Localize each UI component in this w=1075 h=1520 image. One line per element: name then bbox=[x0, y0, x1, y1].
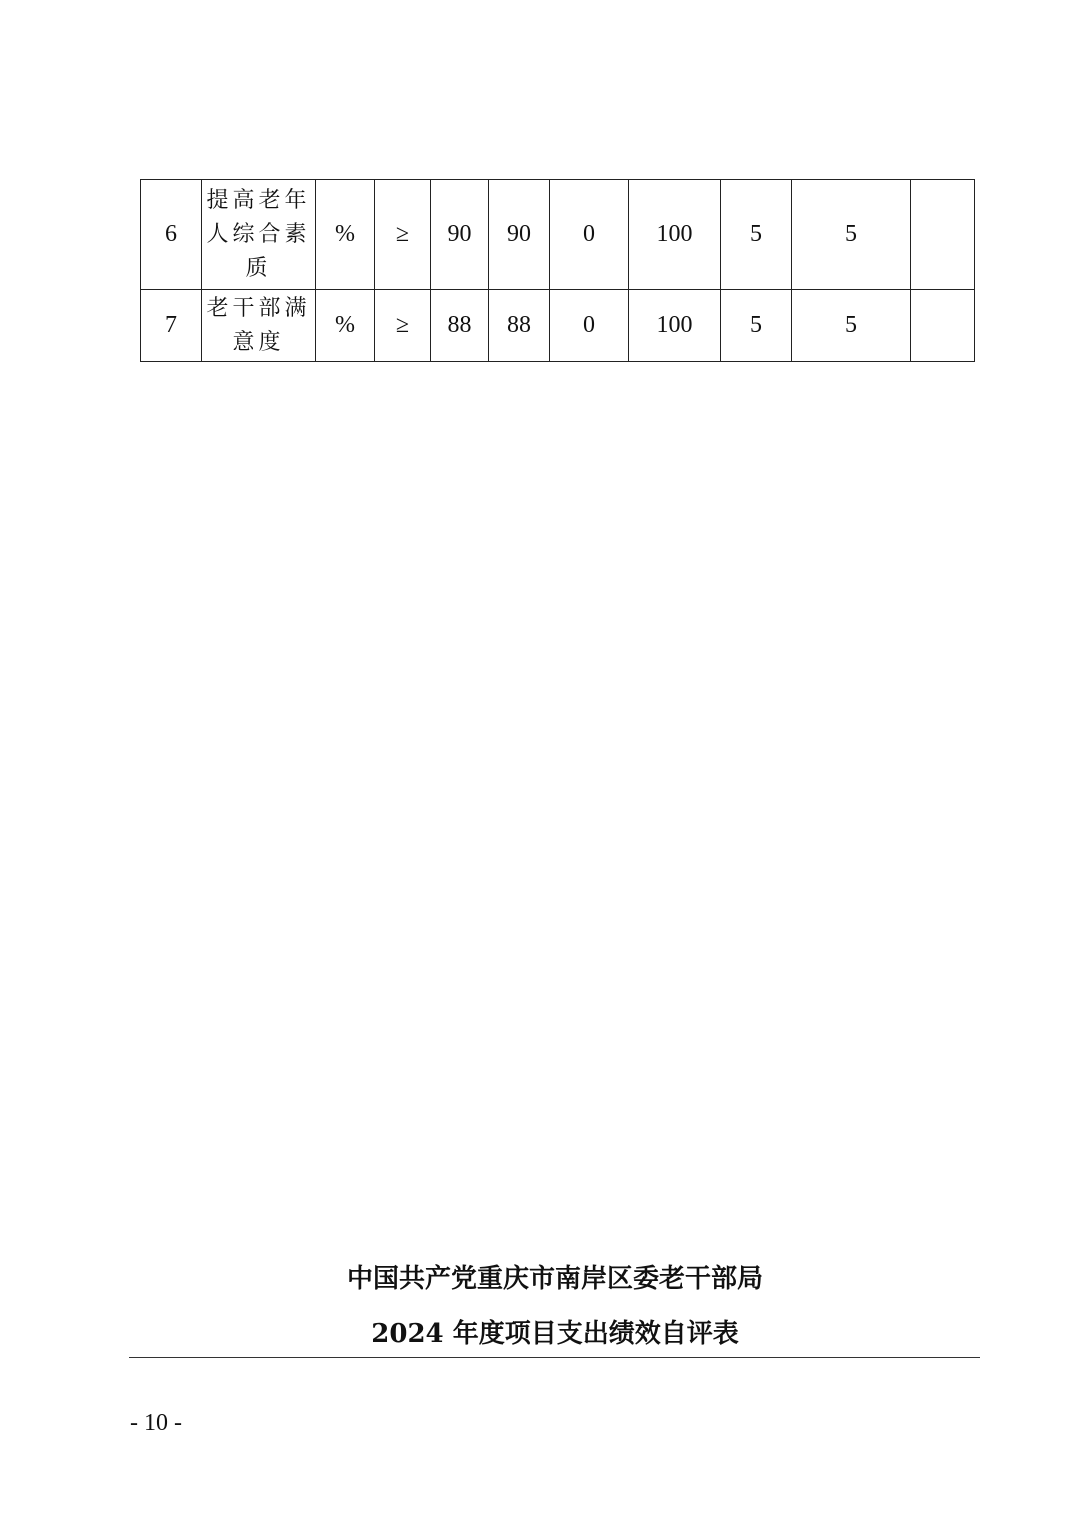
score-value: 5 bbox=[792, 180, 911, 290]
document-title-organization: 中国共产党重庆市南岸区委老干部局 bbox=[346, 1264, 763, 1294]
indicator-unit: % bbox=[316, 290, 375, 362]
table-row bbox=[141, 290, 975, 362]
indicator-name: 提高老年人综合素质 bbox=[202, 180, 316, 290]
indicator-unit: % bbox=[316, 180, 375, 290]
title-divider bbox=[129, 1357, 980, 1358]
completion-rate: 100 bbox=[629, 180, 721, 290]
table-row bbox=[141, 180, 975, 290]
score-value: 5 bbox=[792, 290, 911, 362]
actual-value: 88 bbox=[489, 290, 550, 362]
indicator-name: 老干部满意度 bbox=[202, 290, 316, 362]
indicator-operator: ≥ bbox=[375, 180, 431, 290]
performance-indicator-table bbox=[140, 179, 975, 362]
actual-value: 90 bbox=[489, 180, 550, 290]
row-number: 7 bbox=[141, 290, 202, 362]
remark-cell bbox=[911, 180, 975, 290]
target-value: 90 bbox=[431, 180, 489, 290]
completion-rate: 100 bbox=[629, 290, 721, 362]
weight-value: 5 bbox=[721, 290, 792, 362]
indicator-operator: ≥ bbox=[375, 290, 431, 362]
document-title-form: 2024 年度项目支出绩效自评表 bbox=[371, 1319, 739, 1349]
deviation-value: 0 bbox=[550, 180, 629, 290]
deviation-value: 0 bbox=[550, 290, 629, 362]
weight-value: 5 bbox=[721, 180, 792, 290]
row-number: 6 bbox=[141, 180, 202, 290]
target-value: 88 bbox=[431, 290, 489, 362]
remark-cell bbox=[911, 290, 975, 362]
page-number: - 10 - bbox=[130, 1410, 182, 1436]
